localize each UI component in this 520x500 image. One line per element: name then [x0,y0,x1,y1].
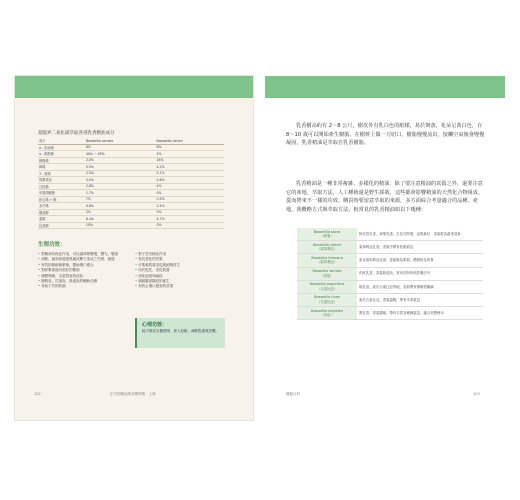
table-row [38,222,224,229]
table-cell: 10% [85,222,156,229]
table-cell: 0% [156,222,224,229]
species-name-cell [297,241,357,254]
bullet-item: • 減輕咳嗽、支氣管炎的症狀 [38,274,128,279]
table-title: 超臨界二氧化碳萃取各別乳香精油成分 [38,131,115,136]
table-cell: 2.5% [85,170,156,177]
tip-text: 能平靜並安撫情緒，使人放鬆、減輕焦慮與恐懼。 [142,329,219,333]
table-cell: 3 - 蒈烯 [38,170,85,177]
table-cell: 2.0% [85,177,156,184]
page-number-right: 103 [473,392,480,396]
species-description: 索馬利亞乳香，香氣中帶有松脂氣息 [357,241,483,254]
table-cell: 7% [85,196,156,203]
bullet-list-1 [38,252,128,290]
bullet-item: • 有抗老化的效果 [135,257,227,262]
species-name-cell [297,254,357,267]
table-cell: 2.6% [156,177,224,184]
table-cell: 蒎烯 [38,216,85,223]
table-header-cell: 成分 [38,138,85,144]
species-origin: （肯亞） [320,313,334,318]
table-cell: 對傘花烴 [38,177,85,184]
table-cell: 0% [156,190,224,197]
table-cell: 2.8% [85,183,156,190]
bullet-item: • 消除、緩和因過度焦慮或壓力造成之失眠、疲倦 [38,257,128,262]
species-name: Boswellia carteri [312,242,342,247]
bullet-item: • 用於乾性、老化肌膚 [135,268,227,273]
table-header-cell: Boswellia carteri [156,138,224,144]
species-row [297,254,483,267]
composition-table [38,138,224,229]
table-cell: 水芹烯 [38,203,85,210]
species-row [297,307,483,320]
species-description: 產於衣索比亞，香氣溫暖，帶有辛香氣息 [357,293,483,306]
table-cell: 乳香醇 [38,222,85,229]
tip-title: 心理功效： [142,322,168,328]
bullet-item: • 對呼吸系統有很好的幫助 [38,268,128,273]
species-name: Boswellia frereana [311,255,343,260]
species-table [297,228,483,320]
section-title: 生理功效： [38,242,66,248]
species-origin: （衣索比亞） [316,300,338,305]
bullet-item: • 對子宮有極佳作用 [135,252,227,257]
bullet-item: • 可柔軟肌膚並促進細胞再生 [135,263,227,268]
bullet-item: • 對精神有極佳作用，可以讓呼吸變慢、變勻、變深 [38,252,128,257]
tip-box [135,318,225,348]
table-cell: 樟烯 [38,164,85,171]
species-name: Boswellia sacra [313,229,341,234]
table-cell: 5% [156,151,224,158]
table-cell: 月桂烯 [38,183,85,190]
species-name: Boswellia rivae [314,295,340,300]
bullet-list-2 [135,252,227,290]
species-row [297,280,483,293]
species-name-cell [297,307,357,320]
species-row [297,241,483,254]
species-row [297,293,483,306]
table-cell: 檀香醇 [38,209,85,216]
table-cell: 2% [85,209,156,216]
table-cell: 0.5% [156,196,224,203]
table-cell: 檸檬烯 [38,157,85,164]
table-cell: α - 側柏烯 [38,151,85,158]
table-cell: 40% ~ 45% [85,151,156,158]
paragraph-1: 乳香樹高約有 2～8 公尺，樹皮外有乳白色的紙樣，易於剝落，花朵呈黃白色，在 8～10 歲可以開始產生樹脂，在樹幹上做一刀切口，樹脂慢慢流出，接觸空氣後會慢慢凝固，乳香精油是萃取自乳香樹脂。 [286,123,485,147]
left-page [15,76,253,420]
table-cell: 2.4% [156,203,224,210]
species-name: Boswellia papyrifera [309,282,345,287]
table-cell: 4.2% [156,164,224,171]
species-name-cell [297,293,357,306]
table-cell: 6% [85,144,156,151]
species-origin: （索馬利亞） [316,260,338,265]
bullet-item: • 有助子宮的收縮 [38,284,128,289]
species-description: 印度乳香，香氣較清淡，常用於阿育吠陀療法中 [357,267,483,280]
right-header-band [265,76,505,98]
species-origin: （阿曼） [320,234,334,239]
bullet-item: • 有防止傷口感染的效果 [135,284,227,289]
species-name-cell [297,228,357,241]
species-description: 產自索馬利亞北部，香氣較為柔和，價格較為昂貴 [357,254,483,267]
species-description: 紙乳香，產於衣索比亞等地，香氣帶有檸檬柑橘調 [357,280,483,293]
species-origin: （索馬利亞） [316,247,338,252]
species-name: Boswellia serrata [312,269,342,274]
left-header-band [15,76,253,98]
species-name-cell [297,267,357,280]
species-name: Boswellia neglecta [311,308,343,313]
species-row [297,228,483,241]
table-cell: 4% [156,183,224,190]
table-cell: 2.0% [85,157,156,164]
paragraph-2: 乳香精油是一種非常複雜、多樣化的精油，除了要注意精油的真偽之外，還要注意它的產地、萃取方法，人工種植還是野生採收，這些都會影響精油的天然化合物組成。從而帶來不一樣的功效。購買時要留意萃取的來源，多方面綜合考量適合的品種、產地。我概略方式與萃取方法，較常見的乳香精油如以下幾種： [286,181,484,213]
table-cell: 4.7% [156,216,224,223]
species-description: 阿拉伯乳香，神聖乳香，生長在阿曼，品質最好，香氣較為甜美清新 [357,228,483,241]
bullet-item: • 膀胱炎、尿道炎、陰道炎的輔助治療 [38,279,128,284]
running-title-right: 種類百科 [286,392,300,396]
table-cell: 0% [156,209,224,216]
table-cell: α - 松油烯 [38,144,85,151]
species-origin: （衣索比亞） [316,286,338,291]
bullet-item: • 有效抑制細菌繁殖，幫助傷口癒合 [38,263,128,268]
page-number-left: 102 [34,392,41,396]
species-origin: （印度） [320,273,334,278]
bullet-item: • 淡化疤痕與細紋 [135,274,227,279]
species-description: 黑乳香，香氣濃郁，帶有木質及煙燻氣息，適合冥想使用 [357,307,483,320]
bullet-item: • 減緩臉部皺紋的產生 [135,279,227,284]
table-cell: 1.7% [85,190,156,197]
table-cell: 甲基胡椒酚 [38,190,85,197]
table-cell: 6% [156,144,224,151]
species-name-cell [297,280,357,293]
table-cell: 16% [156,157,224,164]
table-cell: 8.4% [85,216,156,223]
running-title-left: 正宗的精油與芳療實務 上冊 [110,392,156,396]
table-cell: 2.1% [156,170,224,177]
table-header-cell: Boswellia serrata [85,138,156,144]
table-cell: 0.6% [85,203,156,210]
table-cell: 0.5% [85,164,156,171]
table-cell: 乾山烯 + 醇 [38,196,85,203]
species-row [297,267,483,280]
